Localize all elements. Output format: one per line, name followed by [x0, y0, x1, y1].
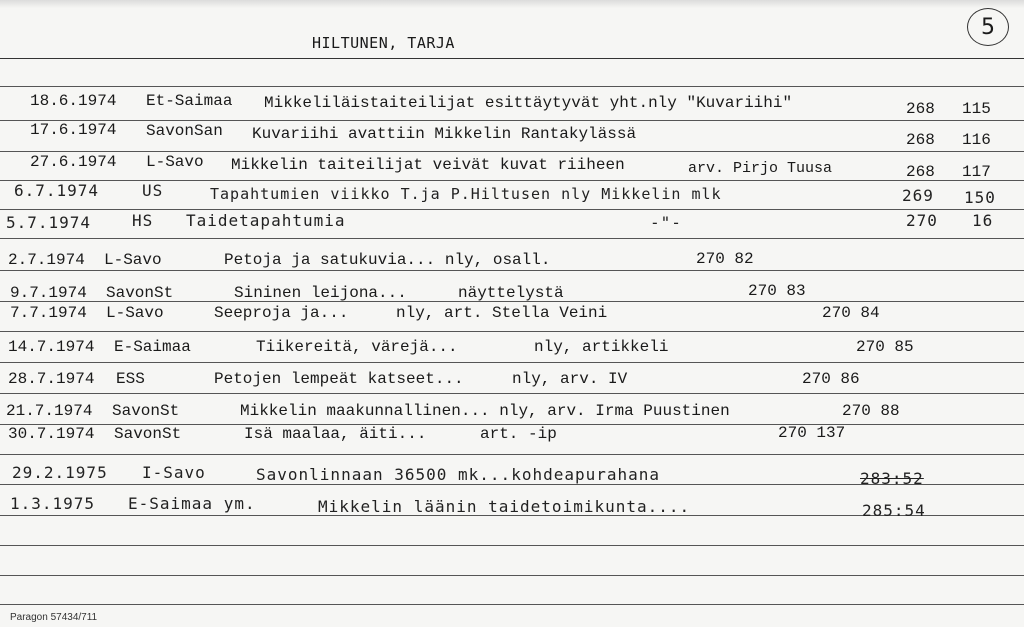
entry-number: 16	[972, 211, 994, 230]
entry-title: Kuvariihi avattiin Mikkelin Rantakylässä	[252, 125, 637, 143]
entry-volume: 268	[906, 131, 935, 149]
entry-volume: 269	[902, 186, 934, 205]
rule-line	[0, 331, 1024, 332]
entry-title: Taidetapahtumia	[186, 211, 346, 230]
rule-line	[0, 362, 1024, 363]
rule-line	[0, 270, 1024, 271]
entry-note: nly, art. Stella Veini	[396, 304, 608, 322]
entry-source: ESS	[116, 370, 145, 388]
rule-line	[0, 238, 1024, 239]
entry-title: Mikkelin läänin taidetoimikunta....	[318, 497, 691, 516]
entry-note: art. -ip	[480, 425, 557, 443]
entry-volume: 268	[906, 100, 935, 118]
entry-date: 30.7.1974	[8, 425, 95, 443]
rule-line	[0, 545, 1024, 546]
entry-date: 17.6.1974	[30, 121, 117, 139]
entry-title: Tapahtumien viikko T.ja P.Hiltusen nly Mikkelin mlk	[210, 185, 722, 203]
entry-reference: 270 137	[778, 424, 846, 442]
entry-source: SavonSan	[146, 122, 223, 140]
rule-line	[0, 209, 1024, 210]
entry-number: 117	[962, 163, 991, 181]
entry-date: 29.2.1975	[12, 463, 108, 482]
entry-reference: 285:54	[862, 501, 926, 520]
entry-date: 18.6.1974	[30, 92, 117, 110]
entry-date: 5.7.1974	[6, 213, 92, 232]
rule-line	[0, 86, 1024, 87]
entry-source: I-Savo	[142, 463, 206, 482]
entry-reference: 270 88	[842, 402, 900, 420]
card-number: 5	[981, 14, 995, 40]
card-footer: Paragon 57434/711	[10, 612, 98, 623]
rule-line	[0, 120, 1024, 121]
entry-reference: 270 82	[696, 250, 754, 268]
entry-note: nly, artikkeli	[534, 338, 669, 356]
entry-number: 150	[964, 188, 996, 207]
entry-source: L-Savo	[104, 251, 162, 269]
entry-reviewer: arv. Pirjo Tuusa	[688, 160, 833, 177]
entry-source: SavonSt	[112, 402, 180, 420]
entry-reference: 270 83	[748, 282, 806, 300]
entry-title: Mikkelin taiteilijat veivät kuvat riiheen	[231, 156, 625, 174]
entry-date: 21.7.1974	[6, 402, 93, 420]
entry-date: 27.6.1974	[30, 153, 117, 171]
entry-title: Tiikereitä, värejä...	[256, 338, 458, 356]
entry-source: US	[142, 181, 164, 200]
entry-note: näyttelystä	[458, 284, 564, 302]
entry-title: Mikkeliläistaiteilijat esittäytyvät yht.nly "Kuvariihi"	[264, 94, 793, 112]
entry-reference: 283:52	[860, 469, 924, 488]
entry-source: L-Savo	[146, 153, 204, 171]
entry-number: 115	[962, 100, 991, 118]
entry-source: L-Savo	[106, 304, 164, 322]
entry-title: Savonlinnaan 36500 mk...kohdeapurahana	[256, 465, 661, 484]
entry-volume: 268	[906, 163, 935, 181]
entry-reference: 270 84	[822, 304, 880, 322]
entry-title: Petojen lempeät katseet...	[214, 370, 464, 388]
entry-date: 14.7.1974	[8, 338, 95, 356]
card-name: HILTUNEN, TARJA	[312, 34, 455, 52]
entry-date: 7.7.1974	[10, 304, 87, 322]
entry-ditto: -"-	[650, 213, 682, 232]
entry-number: 116	[962, 131, 991, 149]
entry-title: Mikkelin maakunnallinen... nly, arv. Irma Puustinen	[240, 402, 730, 420]
entry-source: HS	[132, 211, 154, 230]
rule-line	[0, 58, 1024, 59]
rule-line	[0, 454, 1024, 455]
card-number-circle	[967, 8, 1009, 46]
scan-edge	[0, 0, 1024, 8]
entry-date: 28.7.1974	[8, 370, 95, 388]
entry-note: nly, arv. IV	[512, 370, 628, 388]
entry-source: SavonSt	[114, 425, 182, 443]
entry-date: 9.7.1974	[10, 284, 87, 302]
entry-date: 2.7.1974	[8, 251, 85, 269]
entry-source: E-Saimaa	[114, 338, 191, 356]
entry-date: 6.7.1974	[14, 181, 100, 200]
entry-reference: 270 86	[802, 370, 860, 388]
entry-title: Petoja ja satukuvia... nly, osall.	[224, 251, 551, 269]
entry-source: SavonSt	[106, 284, 174, 302]
rule-line	[0, 151, 1024, 152]
entry-volume: 270	[906, 211, 938, 230]
rule-line	[0, 575, 1024, 576]
entry-date: 1.3.1975	[10, 494, 96, 513]
entry-title: Seeproja ja...	[214, 304, 349, 322]
entry-source: Et-Saimaa	[146, 92, 233, 110]
rule-line	[0, 604, 1024, 605]
entry-title: Isä maalaa, äiti...	[244, 425, 427, 443]
entry-title: Sininen leijona...	[234, 284, 407, 302]
entry-reference: 270 85	[856, 338, 914, 356]
entry-source: E-Saimaa ym.	[128, 494, 256, 513]
rule-line	[0, 393, 1024, 394]
